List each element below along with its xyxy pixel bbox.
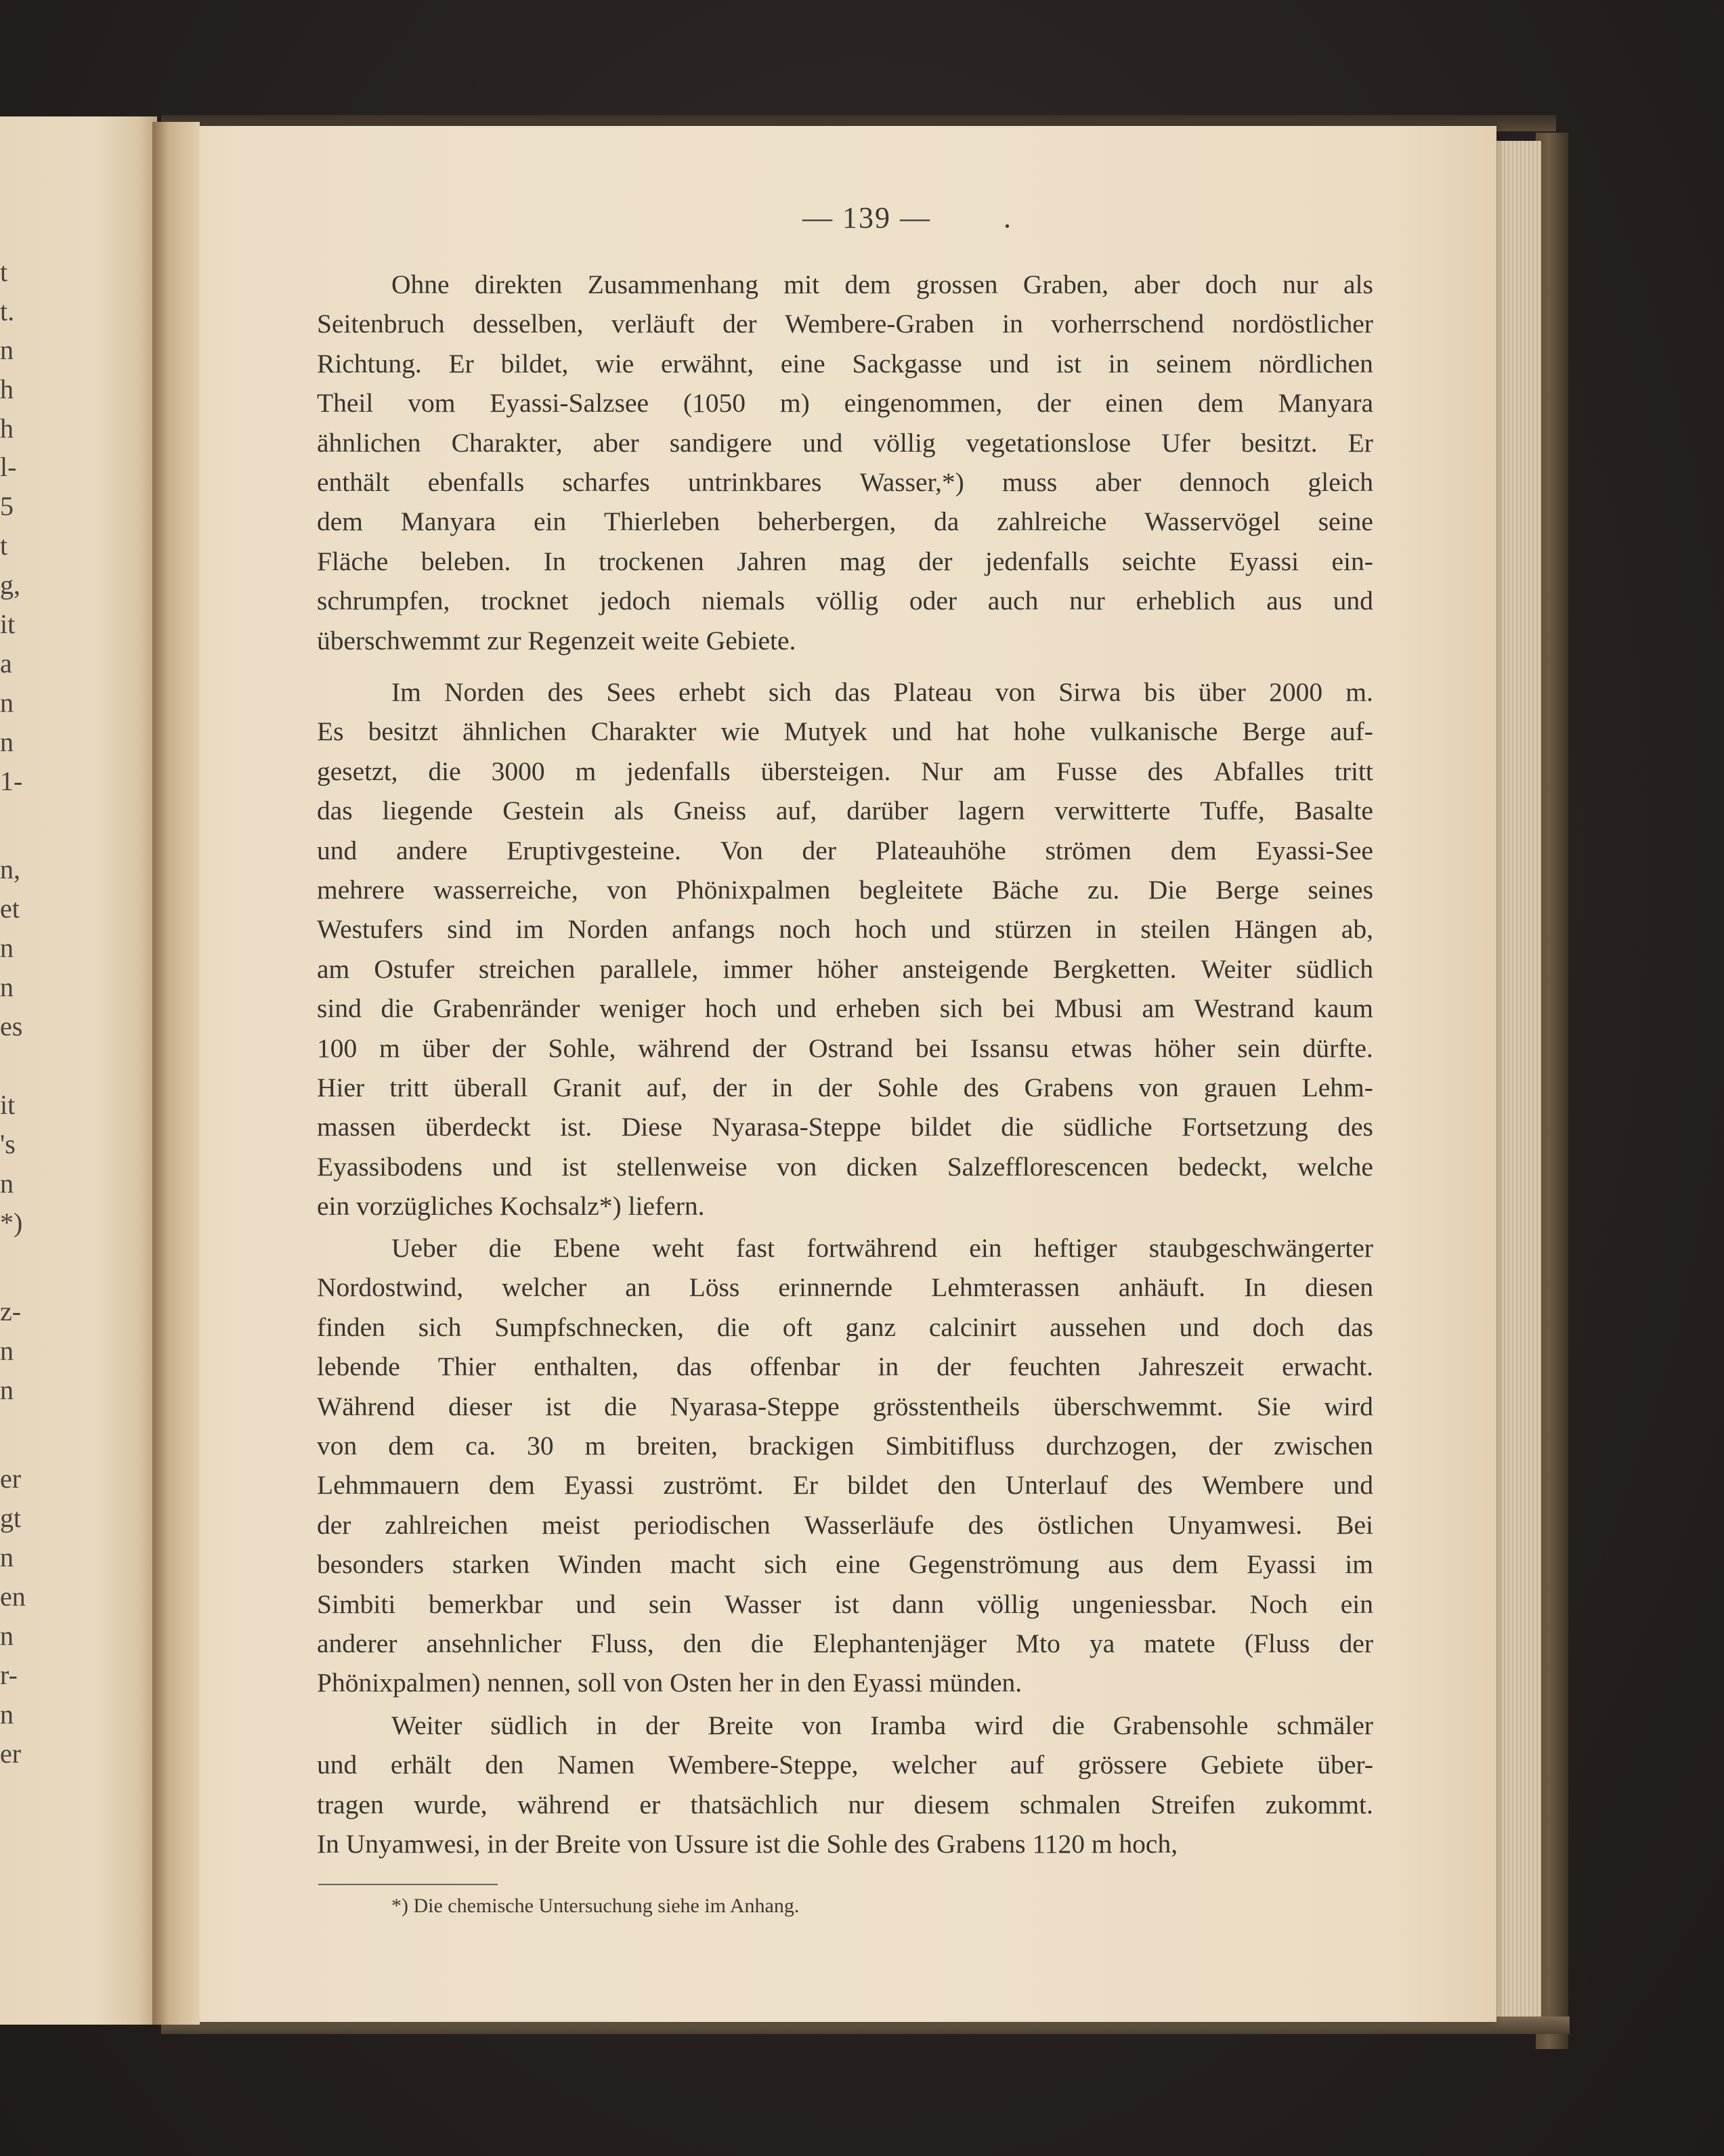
left-page-fragment: t. — [0, 296, 15, 326]
left-page-fragment: it — [0, 609, 16, 639]
left-page-fragment: en — [0, 1581, 26, 1612]
text-line: Weiter südlich in der Breite von Iramba wird die Grabensohle schmäler — [391, 1710, 1373, 1740]
text-line: tragen wurde, während er thatsächlich nur diesem schmalen Streifen zukommt. — [317, 1789, 1373, 1819]
left-page-fragment: 5 — [0, 491, 14, 521]
page-dot: . — [1004, 201, 1011, 234]
text-line: Fläche beleben. In trockenen Jahren mag der jedenfalls seichte Eyassi ein- — [317, 546, 1373, 576]
text-line: besonders starken Winden macht sich eine Gegenströmung aus dem Eyassi im — [317, 1549, 1373, 1580]
text-line: Während dieser ist die Nyarasa-Steppe grösstentheils überschwemmt. Sie wird — [317, 1391, 1373, 1421]
text-line: der zahlreichen meist periodischen Wasserläufe des östlichen Unyamwesi. Bei — [317, 1509, 1373, 1540]
left-page-edge — [0, 116, 157, 2025]
book-gutter — [152, 122, 200, 2025]
text-line: Westufers sind im Norden anfangs noch hoch und stürzen in steilen Hängen ab, — [317, 914, 1373, 945]
left-page-fragment: et — [0, 893, 20, 924]
left-page-fragment: n — [0, 1620, 14, 1651]
text-line: lebende Thier enthalten, das offenbar in der feuchten Jahreszeit erwacht. — [317, 1352, 1373, 1382]
text-line: das liegende Gestein als Gneiss auf, darüber lagern verwitterte Tuffe, Basalte — [317, 796, 1373, 826]
text-line: schrumpfen, trocknet jedoch niemals völlig oder auch nur erheblich aus und — [317, 586, 1373, 616]
text-line: Ohne direkten Zusammenhang mit dem grossen Graben, aber doch nur als — [391, 270, 1373, 299]
text-line: von dem ca. 30 m breiten, brackigen Simbitifluss durchzogen, der zwischen — [317, 1431, 1373, 1461]
text-line: enthält ebenfalls scharfes untrinkbares Wasser,*) muss aber dennoch gleich — [317, 467, 1373, 497]
text-line: ein vorzügliches Kochsalz*) liefern. — [317, 1191, 705, 1222]
text-line: gesetzt, die 3000 m jedenfalls übersteigen. Nur am Fusse des Abfalles tritt — [317, 756, 1373, 786]
left-page-fragment: n, — [0, 854, 20, 884]
text-line: sind die Grabenränder weniger hoch und erheben sich bei Mbusi am Westrand kaum — [317, 993, 1373, 1024]
left-page-fragment: n — [0, 972, 14, 1002]
left-page-fragment: h — [0, 413, 14, 444]
left-page-fragment: n — [0, 1699, 14, 1729]
text-line: 100 m über der Sohle, während der Ostrand bei Issansu etwas höher sein dürfte. — [317, 1033, 1373, 1063]
text-line: überschwemmt zur Regenzeit weite Gebiete. — [317, 625, 796, 655]
left-page-fragment: z- — [0, 1296, 22, 1327]
left-page-fragment: er — [0, 1738, 22, 1769]
left-page-fragment: n — [0, 1542, 14, 1572]
left-page-fragment: n — [0, 1375, 14, 1405]
left-page-fragment: n — [0, 932, 14, 963]
text-line: Ueber die Ebene weht fast fortwährend ein heftiger staubgeschwängerter — [391, 1233, 1373, 1263]
text-line: Lehmmauern dem Eyassi zuströmt. Er bildet den Unterlauf des Wembere und — [317, 1470, 1373, 1501]
text-line: Phönixpalmen) nennen, soll von Osten her in den Eyassi münden. — [317, 1668, 1022, 1698]
left-page-fragment: l- — [0, 452, 17, 482]
left-page-fragment: es — [0, 1011, 23, 1041]
left-page-fragment: a — [0, 648, 12, 678]
left-page-fragment: n — [0, 1335, 14, 1366]
text-line: In Unyamwesi, in der Breite von Ussure ist die Sohle des Grabens 1120 m hoch, — [317, 1829, 1178, 1859]
text-line: Es besitzt ähnlichen Charakter wie Mutyek und hat hohe vulkanische Berge auf- — [317, 716, 1373, 747]
text-line: finden sich Sumpfschnecken, die oft ganz calcinirt aussehen und doch das — [317, 1312, 1373, 1342]
text-line: am Ostufer streichen parallele, immer höher ansteigende Bergketten. Weiter südlich — [317, 953, 1373, 984]
left-page-fragment: n — [0, 687, 14, 718]
text-line: ähnlichen Charakter, aber sandigere und völlig vegetationslose Ufer besitzt. Er — [317, 427, 1373, 458]
footnote-rule — [318, 1884, 498, 1885]
text-line: anderer ansehnlicher Fluss, den die Elephantenjäger Mto ya matete (Fluss der — [317, 1629, 1373, 1658]
left-page-fragment: t — [0, 257, 8, 287]
left-page-fragment: g, — [0, 569, 20, 600]
page-stack-edges — [1494, 141, 1541, 2025]
left-page-fragment: *) — [0, 1207, 23, 1238]
left-page-fragment: it — [0, 1090, 16, 1120]
left-page-fragment: n — [0, 727, 14, 757]
text-line: mehrere wasserreiche, von Phönixpalmen begleitete Bäche zu. Die Berge seines — [317, 875, 1373, 905]
left-page-fragment: gt — [0, 1503, 22, 1533]
text-line: Im Norden des Sees erhebt sich das Plateau von Sirwa bis über 2000 m. — [391, 677, 1373, 707]
left-page-fragment: er — [0, 1463, 22, 1494]
text-line: Richtung. Er bildet, wie erwähnt, eine Sackgasse und ist in seinem nördlichen — [317, 348, 1373, 379]
left-page-fragment: h — [0, 374, 14, 404]
text-line: Eyassibodens und ist stellenweise von dicken Salzefflorescencen bedeckt, welche — [317, 1151, 1373, 1182]
text-line: Hier tritt überall Granit auf, der in der Sohle des Grabens von grauen Lehm- — [317, 1073, 1373, 1102]
text-line: Seitenbruch desselben, verläuft der Wembere-Graben in vorherrschend nordöstlicher — [317, 309, 1373, 339]
page-number: — 139 — — [802, 201, 931, 234]
text-line: Simbiti bemerkbar und sein Wasser ist dann völlig ungeniessbar. Noch ein — [317, 1589, 1373, 1619]
text-line: und andere Eruptivgesteine. Von der Plateauhöhe strömen dem Eyassi-See — [317, 835, 1373, 865]
text-line: massen überdeckt ist. Diese Nyarasa-Steppe bildet die südliche Fortsetzung des — [317, 1112, 1373, 1142]
left-page-fragment: 's — [0, 1129, 16, 1159]
text-line: und erhält den Namen Wembere-Steppe, welcher auf grössere Gebiete über- — [317, 1750, 1373, 1780]
footnote: *) Die chemische Untersuchung siehe im Anhang. — [391, 1895, 800, 1917]
text-line: Theil vom Eyassi-Salzsee (1050 m) eingenommen, der einen dem Manyara — [317, 388, 1373, 418]
left-page-fragment: r- — [0, 1660, 18, 1690]
text-line: Nordostwind, welcher an Löss erinnernde Lehmterassen anhäuft. In diesen — [317, 1272, 1373, 1303]
left-page-fragment: t — [0, 530, 8, 561]
left-page-fragment: n — [0, 1168, 14, 1199]
text-line: dem Manyara ein Thierleben beherbergen, da zahlreiche Wasservögel seine — [317, 506, 1373, 537]
left-page-fragment: 1- — [0, 766, 23, 796]
left-page-fragment: n — [0, 335, 14, 365]
